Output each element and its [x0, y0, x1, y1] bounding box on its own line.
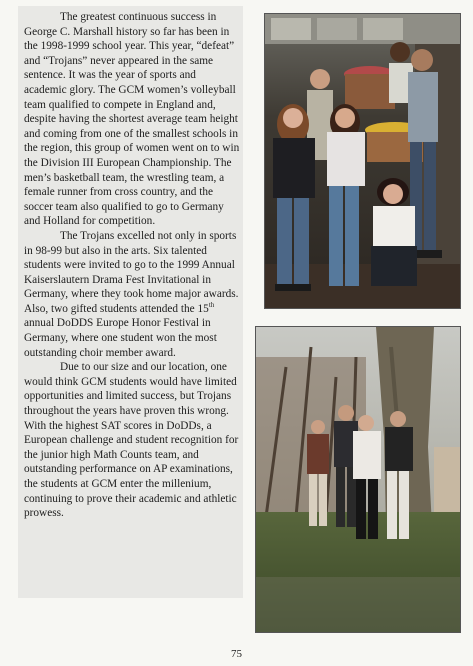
- article-text: [24, 10, 240, 521]
- group-photo-indoor: [264, 13, 461, 309]
- group-photo-indoor-image: [265, 14, 460, 308]
- group-photo-outdoor-image: [256, 327, 460, 632]
- paragraph-sports: [24, 10, 240, 229]
- paragraph-academics-text: Due to our size and our location, one would think GCM students would have limited opportunities and limited success, but Trojans throughout the years have proven this wrong. With the highest SAT scores in DoDDs, a European challenge and student recognition for the junior high Math Counts team, and outstanding performance on AP examinations, the students at GCM enter the millenium, continuing to prove their academic and athletic prowess.: [24, 361, 239, 520]
- page-number: 75: [231, 648, 242, 660]
- ordinal-suffix: th: [208, 301, 215, 310]
- paragraph-academics: [24, 360, 240, 521]
- paragraph-arts: [24, 229, 240, 360]
- group-photo-outdoor: [255, 326, 461, 633]
- paragraph-arts-text-b: annual DoDDS Europe Honor Festival in Germany, where one student won the most outstanding choir member award.: [24, 317, 217, 359]
- paragraph-sports-text: The greatest continuous success in George C. Marshall history so far has been in the 1998-1999 school year. This year, “defeat” and “Trojans” never appeared in the same sentence. It was the year of sports and academic glory. The GCM women’s volleyball team qualified to compete in England and, despite having the shortest average team height and coming from one of the smallest schools in the region, this group of women went on to win the Division III European Championship. The men’s basketball team, the wrestling team, a female runner from cross country, and the soccer team also qualified to go to Germany and Holland for competition.: [24, 11, 240, 228]
- paragraph-arts-text-a: The Trojans excelled not only in sports in 98-99 but also in the arts. Six talented students were invited to go to the 1999 Annual Kaiserslautern Drama Fest Invitational in Germany, where they took home major awards. Also, two gifted students attended the 15: [24, 229, 239, 315]
